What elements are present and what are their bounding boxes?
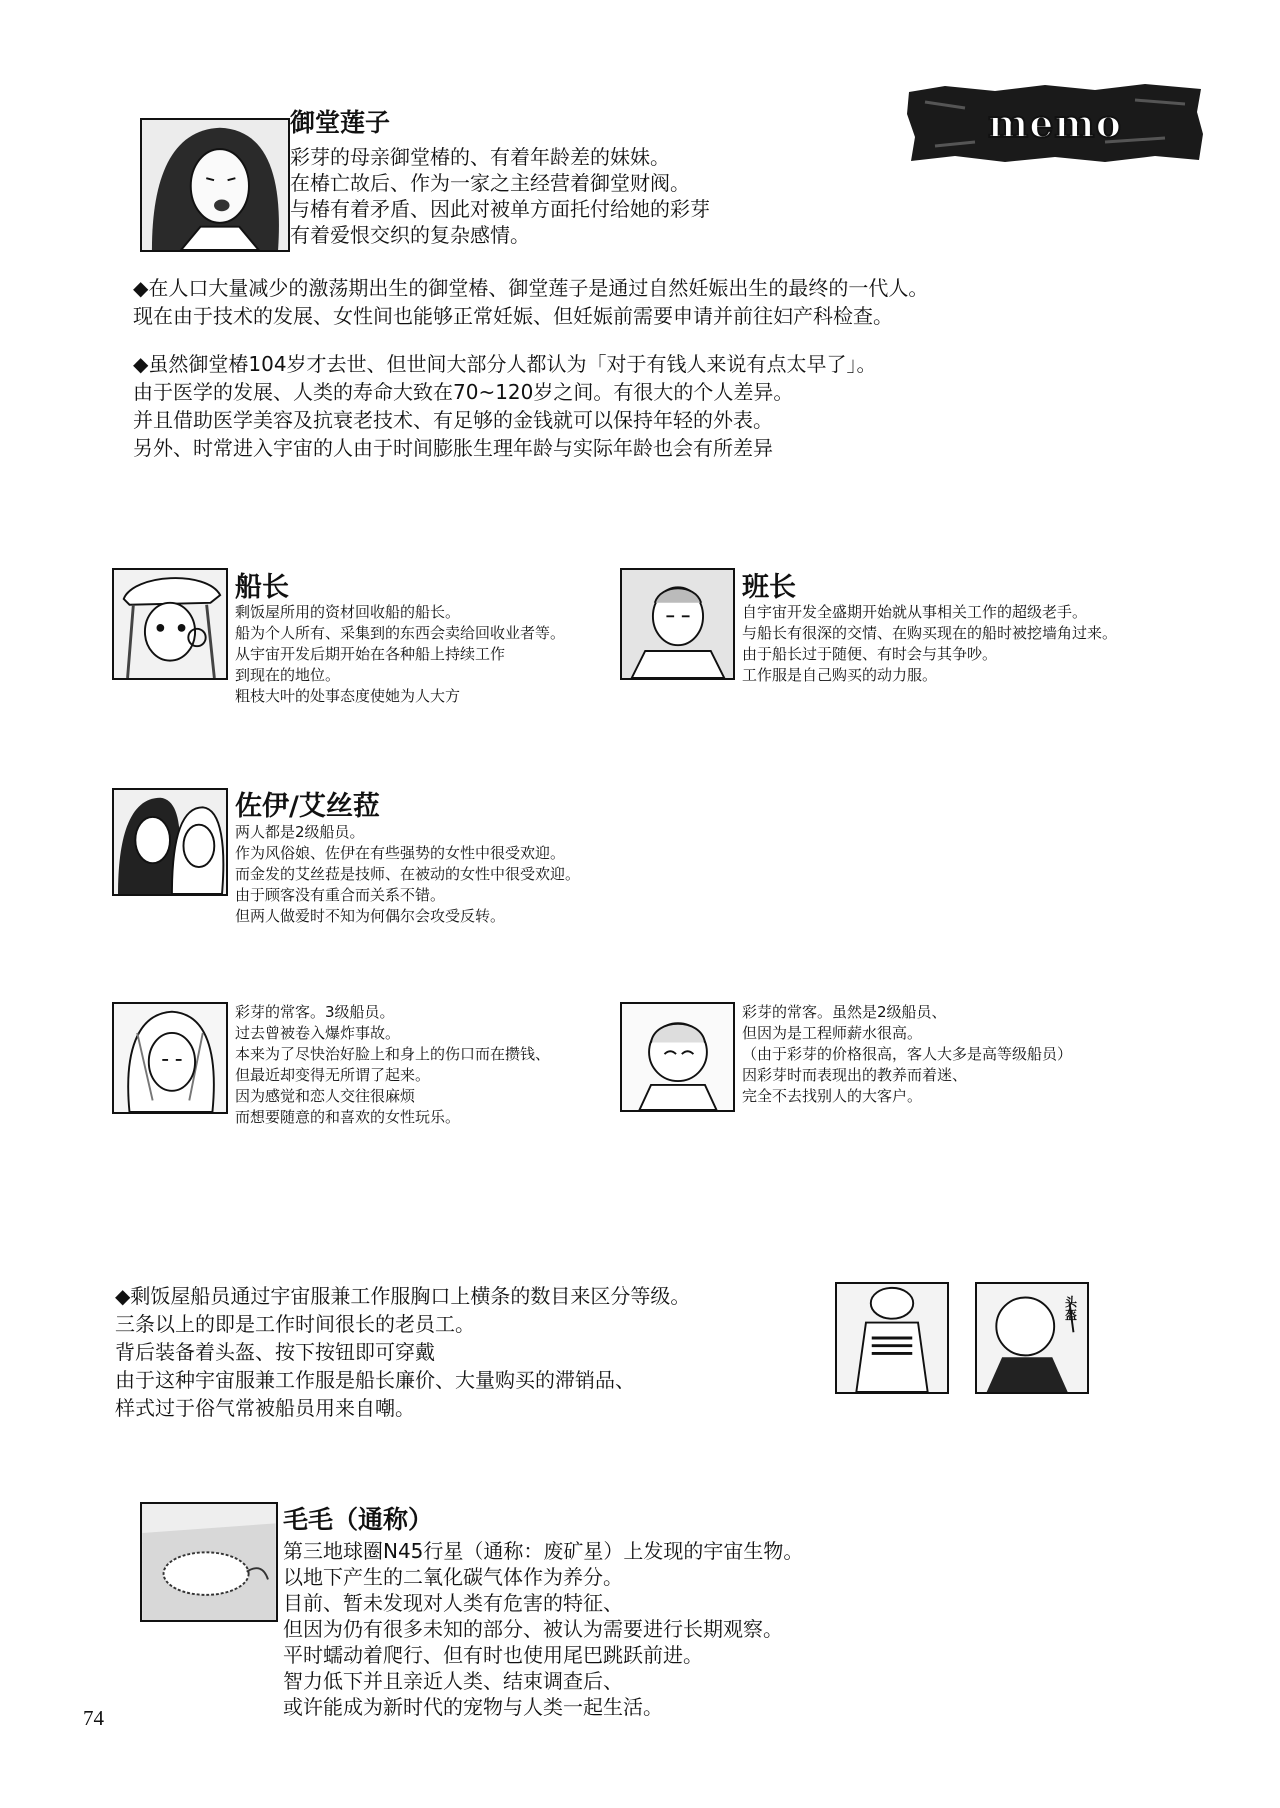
- zoe-elsa-line: 由于顾客没有重合而关系不错。: [235, 886, 446, 904]
- foreman-line: 由于船长过于随便、有时会与其争吵。: [742, 645, 998, 663]
- note-line: 由于这种宇宙服兼工作服是船长廉价、大量购买的滞销品、: [115, 1368, 635, 1392]
- captain-name: 船长: [235, 572, 289, 603]
- maomao-line: 第三地球圈N45行星（通称：废矿星）上发现的宇宙生物。: [283, 1539, 804, 1563]
- page-number: 74: [83, 1706, 104, 1730]
- note-line: 样式过于俗气常被船员用来自嘲。: [115, 1396, 415, 1420]
- note-birth: [133, 274, 928, 330]
- captain-description: [235, 602, 565, 707]
- note-line: ◆虽然御堂椿104岁才去世、但世间大部分人都认为「对于有钱人来说有点太早了」。: [133, 352, 877, 376]
- regular-a-line: 而想要随意的和喜欢的女性玩乐。: [235, 1108, 461, 1126]
- foreman-name: 班长: [742, 572, 796, 603]
- regular-b-line: 但因为是工程师薪水很高。: [742, 1024, 923, 1042]
- zoe-elsa-portrait: [112, 788, 228, 896]
- note-line: 背后装备着头盔、按下按钮即可穿戴: [115, 1340, 435, 1364]
- regular-a-line: 因为感觉和恋人交往很麻烦: [235, 1087, 416, 1105]
- maomao-line: 平时蠕动着爬行、但有时也使用尾巴跳跃前进。: [283, 1643, 703, 1667]
- foreman-description: [742, 602, 1117, 686]
- captain-line: 剩饭屋所用的资材回收船的船长。: [235, 603, 461, 621]
- regular-b-portrait: [620, 1002, 735, 1112]
- regular-b-line: （由于彩芽的价格很高，客人大多是高等级船员）: [742, 1045, 1073, 1063]
- reiko-description: [290, 144, 710, 248]
- foreman-portrait: [620, 568, 735, 680]
- regular-b-line: 因彩芽时而表现出的教养而着迷、: [742, 1066, 968, 1084]
- regular-b-line: 彩芽的常客。虽然是2级船员、: [742, 1003, 947, 1021]
- note-suits: [115, 1282, 690, 1422]
- regular-b-description: [742, 1002, 1072, 1107]
- regular-a-line: 彩芽的常客。3级船员。: [235, 1003, 395, 1021]
- note-line: ◆在人口大量减少的激荡期出生的御堂椿、御堂莲子是通过自然妊娠出生的最终的一代人。: [133, 276, 929, 300]
- reiko-portrait: [140, 118, 290, 252]
- memo-label: memo: [988, 100, 1122, 146]
- regular-b-line: 完全不去找别人的大客户。: [742, 1087, 923, 1105]
- maomao-line: 或许能成为新时代的宠物与人类一起生活。: [283, 1695, 663, 1719]
- regular-a-line: 本来为了尽快治好脸上和身上的伤口而在攒钱、: [235, 1045, 551, 1063]
- suit-front-illustration: [835, 1282, 949, 1394]
- note-line: 另外、时常进入宇宙的人由于时间膨胀生理年龄与实际年龄也会有所差异: [133, 436, 773, 460]
- suit-helmet-illustration: [975, 1282, 1089, 1394]
- captain-line: 船为个人所有、采集到的东西会卖给回收业者等。: [235, 624, 566, 642]
- foreman-line: 与船长有很深的交情、在购买现在的船时被挖墙角过来。: [742, 624, 1118, 642]
- zoe-elsa-name: 佐伊/艾丝菈: [235, 791, 380, 822]
- regular-a-description: [235, 1002, 550, 1128]
- regular-a-portrait: [112, 1002, 228, 1114]
- note-line: 现在由于技术的发展、女性间也能够正常妊娠、但妊娠前需要申请并前往妇产科检查。: [133, 304, 893, 328]
- zoe-elsa-line: 而金发的艾丝菈是技师、在被动的女性中很受欢迎。: [235, 865, 581, 883]
- zoe-elsa-line: 但两人做爱时不知为何偶尔会攻受反转。: [235, 907, 506, 925]
- captain-line: 到现在的地位。: [235, 666, 341, 684]
- maomao-description: [283, 1538, 803, 1720]
- maomao-line: 但因为仍有很多未知的部分、被认为需要进行长期观察。: [283, 1617, 783, 1641]
- reiko-line: 有着爱恨交织的复杂感情。: [290, 223, 530, 247]
- helmet-sfx-text: 头盔: [1065, 1295, 1078, 1322]
- zoe-elsa-line: 作为风俗娘、佐伊在有些强势的女性中很受欢迎。: [235, 844, 566, 862]
- reiko-line: 与椿有着矛盾、因此对被单方面托付给她的彩芽: [290, 197, 710, 221]
- captain-line: 粗枝大叶的处事态度使她为人大方: [235, 687, 461, 705]
- zoe-elsa-description: [235, 822, 580, 927]
- memo-banner: [905, 82, 1205, 164]
- captain-line: 从宇宙开发后期开始在各种船上持续工作: [235, 645, 506, 663]
- regular-a-line: 过去曾被卷入爆炸事故。: [235, 1024, 401, 1042]
- foreman-line: 工作服是自己购买的动力服。: [742, 666, 938, 684]
- reiko-line: 在椿亡故后、作为一家之主经营着御堂财阀。: [290, 171, 690, 195]
- zoe-elsa-line: 两人都是2级船员。: [235, 823, 365, 841]
- maomao-line: 智力低下并且亲近人类、结束调查后、: [283, 1669, 623, 1693]
- maomao-line: 以地下产生的二氧化碳气体作为养分。: [283, 1565, 623, 1589]
- foreman-line: 自宇宙开发全盛期开始就从事相关工作的超级老手。: [742, 603, 1088, 621]
- reiko-name: 御堂莲子: [290, 108, 391, 137]
- note-line: ◆剩饭屋船员通过宇宙服兼工作服胸口上横条的数目来区分等级。: [115, 1284, 691, 1308]
- note-line: 由于医学的发展、人类的寿命大致在70~120岁之间。有很大的个人差异。: [133, 380, 794, 404]
- regular-a-line: 但最近却变得无所谓了起来。: [235, 1066, 431, 1084]
- note-line: 并且借助医学美容及抗衰老技术、有足够的金钱就可以保持年轻的外表。: [133, 408, 773, 432]
- note-lifespan: [133, 350, 877, 462]
- captain-portrait: [112, 568, 228, 680]
- note-line: 三条以上的即是工作时间很长的老员工。: [115, 1312, 475, 1336]
- maomao-portrait: [140, 1502, 278, 1622]
- maomao-line: 目前、暂未发现对人类有危害的特征、: [283, 1591, 623, 1615]
- reiko-line: 彩芽的母亲御堂椿的、有着年龄差的妹妹。: [290, 145, 670, 169]
- maomao-name: 毛毛（通称）: [283, 1505, 434, 1534]
